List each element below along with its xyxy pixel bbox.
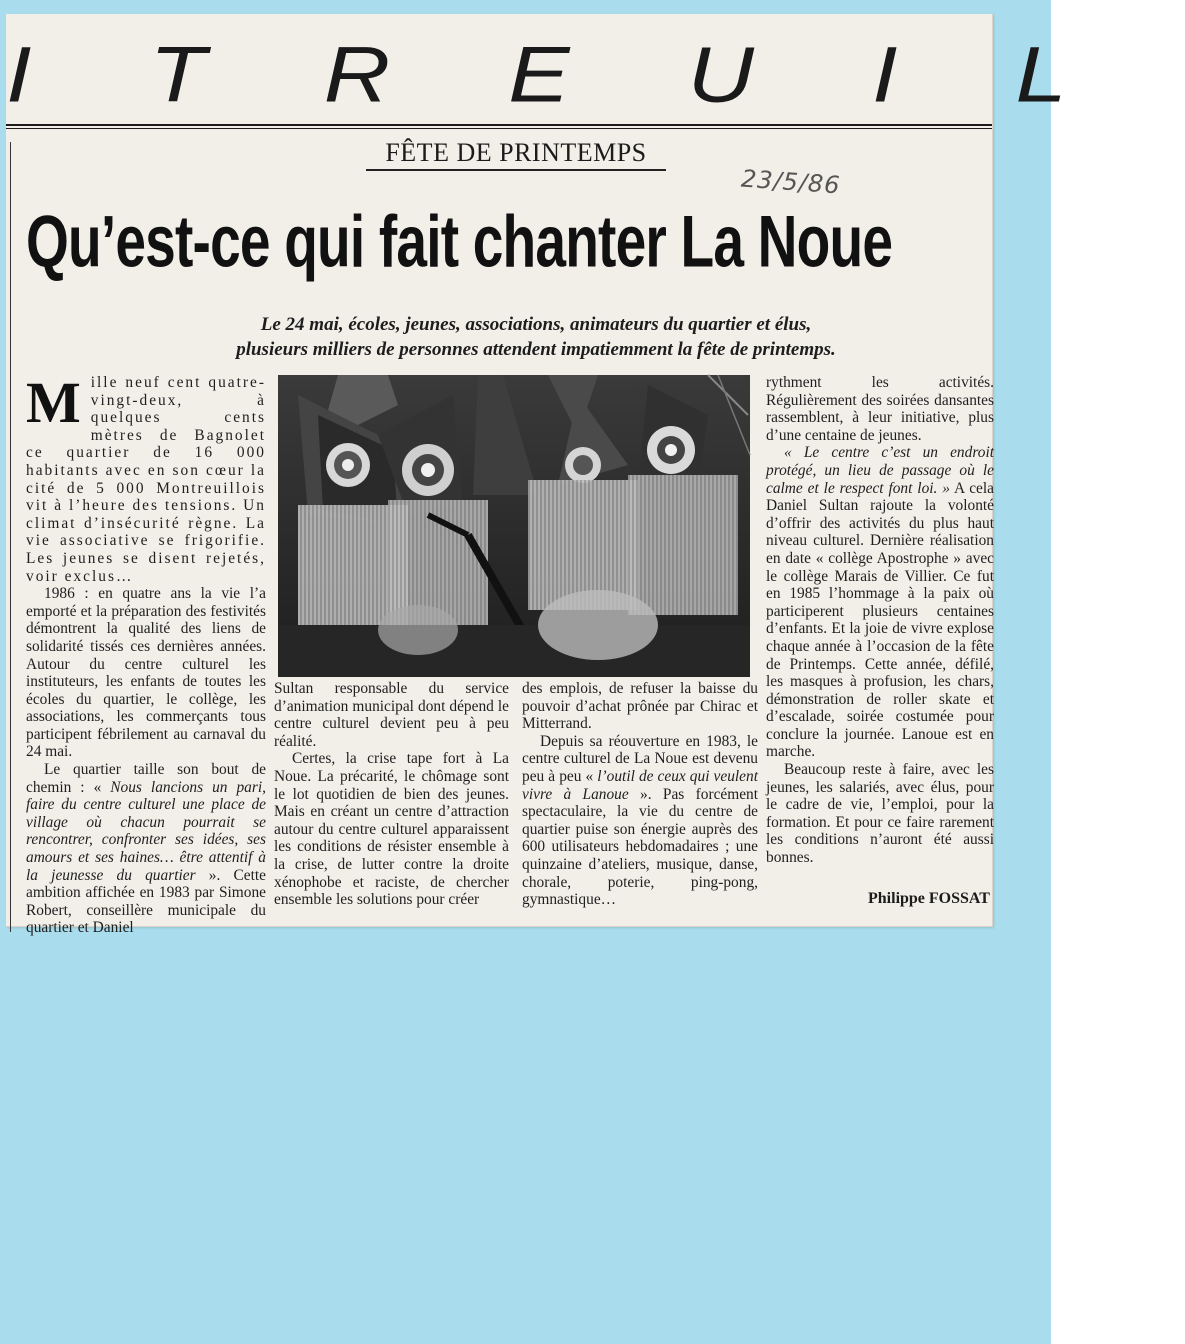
quote: « Le centre c’est un endroit protégé, un lieu de passage où le calme et le respect font loi. » <box>766 444 994 497</box>
section-kicker: FÊTE DE PRINTEMPS <box>366 138 666 171</box>
left-column-rule <box>10 142 11 932</box>
masthead: ITREUIL <box>6 31 1185 119</box>
paragraph: ille neuf cent quatre-vingt-deux, à quelques cents mètres de Bagnolet ce quartier de 16 000 habitants avec en son cœur la cité de 5 000 Montreuillois vit à l’heure des tensions. Un climat d’insécurité règne. La vie associative se frigorifie. Les jeunes se disent rejetés, voir exclus… <box>26 374 266 585</box>
quote-end: A cela Daniel Sultan rajoute la volonté d’offrir des activités du plus haut niveau culturel. Dernière réalisation en date « collège Apostrophe » avec le collège Marais de Villier. Ce fut en 1985 l’hommage à la paix où participerent plusieurs centaines d’enfants. Et la joie de vivre explose chaque année à l’occasion de la fête de Printemps. Cette année, défilé, les masques à profusion, les chars, démonstration de roller skate et d’escalade, soirée costumée pour conclure la journée. Lanoue est en marche. <box>766 479 994 761</box>
article-column-3 <box>522 680 758 909</box>
paragraph <box>766 444 994 761</box>
photo-illustration <box>278 375 750 677</box>
quote: l’outil de ceux qui veulent vivre à Lanoue <box>522 767 758 803</box>
article-column-4 <box>766 374 994 867</box>
author-credit: Philippe FOSSAT <box>868 890 990 907</box>
quote-end: ». Cette ambition affichée en 1983 par Simone Robert, conseillère municipale du quartier et Daniel <box>26 866 266 937</box>
standfirst-line-2: plusieurs milliers de personnes attendent impatiemment la fête de printemps. <box>236 339 836 360</box>
paragraph: Certes, la crise tape fort à La Noue. La précarité, le chômage sont le lot quotidien de bien des jeunes. Mais en créant un centre d’attraction autour du centre culturel apparaissent les conditions de résister ensemble à la crise, de lutter contre la droite xénophobe et raciste, de chercher ensemble les solutions pour créer <box>274 750 509 909</box>
standfirst-line-1: Le 24 mai, écoles, jeunes, associations, animateurs du quartier et élus, <box>260 314 812 335</box>
article-column-2 <box>274 680 509 909</box>
standfirst <box>146 312 926 362</box>
paragraph: 1986 : en quatre ans la vie l’a emporté et la préparation des festivités démontrent la qualité des liens de solidarité tissés ces dernières années. Autour du centre culturel les instituteurs, les enfants de toutes les écoles du quartier, le collège, les associations, les commerçants tous participent fébrilement au carnaval du 24 mai. <box>26 585 266 761</box>
masthead-rule <box>6 124 992 126</box>
quote-intro: Le quartier taille son bout de chemin : « <box>26 761 266 796</box>
newspaper-clipping <box>6 14 1185 937</box>
paragraph <box>26 761 266 937</box>
handwritten-date: 23/5/86 <box>740 164 842 200</box>
paragraph <box>522 733 758 909</box>
drop-cap: M <box>26 370 83 435</box>
quote-intro: Depuis sa réouverture en 1983, le centre culturel de La Noue est devenu peu à peu « <box>522 732 758 785</box>
masthead-rule-thin <box>6 128 992 129</box>
headline: Qu’est-ce qui fait chanter La Noue <box>26 200 893 283</box>
quote-end: ». Pas forcément spectaculaire, la vie du centre de quartier puise son énergie auprès des 600 utilisateurs hebdomadaires ; une quinzaine d’ateliers, musique, danse, chorale, poterie, ping-pong, gymnastique… <box>522 785 759 909</box>
paragraph: Beaucoup reste à faire, avec les jeunes, les salariés, avec élus, pour le cadre de vie, l’emploi, pour la formation. Et pour ce faire rarement les conditions n’auront été aussi bonnes. <box>766 761 994 867</box>
carnival-masks-photo <box>278 375 750 677</box>
paragraph: Sultan responsable du service d’animation municipal dont dépend le centre culturel devient peu à peu réalité. <box>274 680 509 750</box>
quote: Nous lancions un pari, faire du centre culturel une place de village où chacun pourrait se rencontrer, confronter ses idées, ses amours et ses haines… être attentif à la jeunesse du quartier <box>26 778 266 884</box>
paragraph: rythment les activités. Régulièrement des soirées dansantes rassemblent, à leur initiative, plus d’une centaine de jeunes. <box>766 374 994 444</box>
paragraph: des emplois, de refuser la baisse du pouvoir d’achat prônée par Chirac et Mitterrand. <box>522 680 758 733</box>
article-column-1 <box>26 370 266 937</box>
